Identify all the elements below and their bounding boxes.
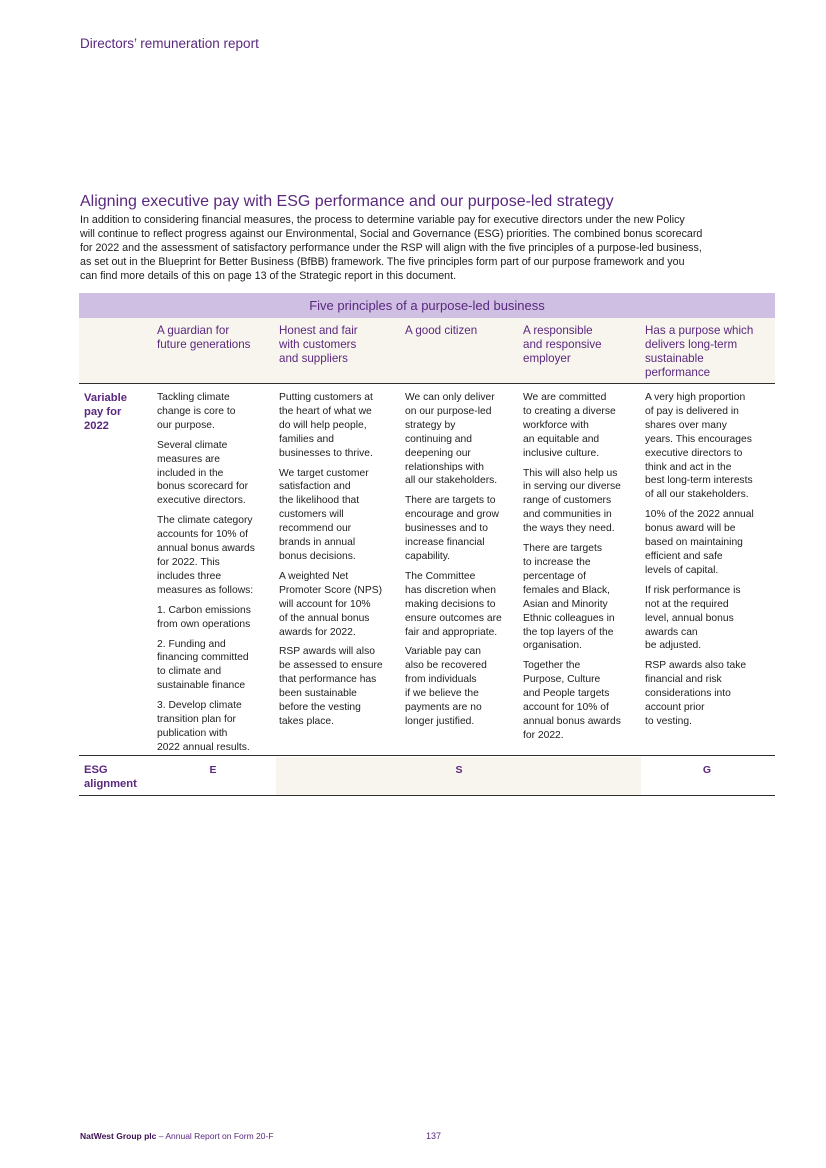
cell-line: also be recovered <box>405 660 487 672</box>
principle-heading-employer <box>523 324 602 366</box>
cell-line: takes place. <box>279 715 334 727</box>
footer-document: Annual Report on Form 20-F <box>165 1131 274 1141</box>
cell-line: annual bonus awards <box>523 715 621 727</box>
cell-paragraph <box>279 570 383 640</box>
page-number: 137 <box>426 1131 442 1141</box>
label-line: ESG <box>84 764 108 776</box>
cell-line: publication with <box>157 727 228 739</box>
cell-line: range of customers <box>523 495 612 507</box>
cell-line: in serving our diverse <box>523 481 621 493</box>
label-line: pay for <box>84 406 122 418</box>
cell-line: years. This encourages <box>645 433 752 445</box>
cell-guardian <box>157 391 255 761</box>
cell-line: Together the <box>523 660 581 672</box>
principles-banner: Five principles of a purpose-led business <box>79 293 775 318</box>
cell-line: bonus decisions. <box>279 550 356 562</box>
cell-citizen <box>405 391 502 735</box>
cell-line: 1. Carbon emissions <box>157 604 251 616</box>
cell-line: of all our stakeholders. <box>645 489 749 501</box>
cell-line: If risk performance is <box>645 584 741 596</box>
cell-line: We are committed <box>523 392 607 403</box>
intro-line: for 2022 and the assessment of satisfactory performance under the RSP will align with the five principles of a purpose-led business, <box>80 241 702 254</box>
esg-social: S <box>455 764 463 776</box>
heading-line: A good citizen <box>405 324 478 337</box>
cell-line: our purpose. <box>157 419 215 431</box>
cell-line: brands in annual <box>279 537 356 549</box>
cell-line: the heart of what we <box>279 405 372 417</box>
cell-line: Asian and Minority <box>523 598 608 610</box>
cell-line: and communities in <box>523 509 612 521</box>
label-line: alignment <box>84 778 137 790</box>
cell-paragraph <box>405 494 502 564</box>
cell-line: before the vesting <box>279 702 361 714</box>
cell-line: RSP awards also take <box>645 660 747 672</box>
cell-line: based on maintaining <box>645 537 743 549</box>
cell-line: of the annual bonus <box>279 612 370 624</box>
principle-heading-citizen <box>405 324 477 338</box>
cell-line: do will help people, <box>279 419 367 431</box>
heading-line: and suppliers <box>279 352 348 365</box>
cell-paragraph <box>645 508 754 578</box>
cell-paragraph <box>279 645 383 728</box>
esg-governance: G <box>702 764 712 776</box>
cell-line: Variable pay can <box>405 646 481 658</box>
principle-heading-guardian <box>157 324 250 352</box>
cell-line: be assessed to ensure <box>279 660 383 672</box>
intro-paragraph <box>80 214 774 284</box>
page-heading: Aligning executive pay with ESG performance and our purpose-led strategy <box>80 193 614 210</box>
cell-line: percentage of <box>523 570 586 582</box>
heading-line: A guardian for <box>157 324 230 337</box>
cell-line: be adjusted. <box>645 640 702 652</box>
cell-line: to climate and <box>157 666 222 678</box>
cell-line: longer justified. <box>405 715 475 727</box>
cell-line: relationships with <box>405 461 484 473</box>
cell-line: the ways they need. <box>523 523 615 535</box>
cell-purpose <box>645 391 754 735</box>
intro-line: as set out in the Blueprint for Better Business (BfBB) framework. The five principles form part of our purpose framework and you <box>80 255 685 268</box>
cell-line: of pay is delivered in <box>645 405 739 417</box>
intro-line: In addition to considering financial measures, the process to determine variable pay for executive directors under the new Policy <box>80 214 685 226</box>
cell-line: We target customer <box>279 467 369 479</box>
cell-line: shares over many <box>645 419 727 431</box>
cell-line: not at the required <box>645 598 729 610</box>
cell-line: bonus award will be <box>645 523 736 535</box>
cell-line: There are targets to <box>405 495 496 507</box>
cell-paragraph <box>279 467 383 564</box>
cell-paragraph <box>157 391 255 433</box>
cell-line: 2. Funding and <box>157 638 226 650</box>
cell-line: included in the <box>157 467 224 479</box>
heading-line: sustainable <box>645 352 704 365</box>
cell-line: There are targets <box>523 543 602 555</box>
cell-line: efficient and safe <box>645 550 723 562</box>
heading-line: Honest and fair <box>279 324 358 337</box>
cell-line: executive directors to <box>645 447 743 459</box>
cell-paragraph <box>523 391 621 461</box>
cell-line: capability. <box>405 550 451 562</box>
cell-paragraph <box>523 467 621 537</box>
heading-line: employer <box>523 352 571 365</box>
cell-line: Several climate <box>157 439 228 451</box>
cell-line: 3. Develop climate <box>157 700 242 712</box>
footer <box>80 1131 274 1141</box>
cell-line: considerations into <box>645 688 731 700</box>
cell-line: to vesting. <box>645 715 692 727</box>
cell-line: measures as follows: <box>157 584 254 596</box>
cell-line: The Committee <box>405 570 476 582</box>
cell-line: recommend our <box>279 523 352 535</box>
cell-line: encourage and grow <box>405 509 499 521</box>
esg-alignment-row <box>79 757 775 796</box>
principles-header-row <box>79 318 775 384</box>
cell-line: measures are <box>157 453 220 465</box>
heading-line: performance <box>645 366 711 379</box>
cell-line: has discretion when <box>405 584 497 596</box>
cell-paragraph <box>157 638 255 694</box>
principle-heading-honest <box>279 324 358 366</box>
label-line: Variable <box>84 392 127 404</box>
cell-paragraph <box>157 699 255 755</box>
cell-line: Purpose, Culture <box>523 674 601 686</box>
heading-line: with customers <box>279 338 357 351</box>
cell-line: females and Black, <box>523 584 610 596</box>
cell-line: awards can <box>645 626 698 638</box>
cell-line: workforce with <box>523 419 589 431</box>
cell-line: A weighted Net <box>279 570 349 582</box>
heading-line: A responsible <box>523 324 593 337</box>
cell-line: RSP awards will also <box>279 646 375 658</box>
cell-line: transition plan for <box>157 714 236 726</box>
cell-line: on our purpose-led <box>405 405 492 417</box>
cell-paragraph <box>645 391 754 502</box>
cell-line: from own operations <box>157 618 251 630</box>
variable-pay-label <box>84 391 127 433</box>
cell-line: businesses and to <box>405 523 489 535</box>
cell-line: The climate category <box>157 515 253 527</box>
cell-honest <box>279 391 383 735</box>
cell-line: accounts for 10% of <box>157 529 249 541</box>
heading-line: future generations <box>157 338 251 351</box>
label-line: 2022 <box>84 420 109 432</box>
intro-line: will continue to reflect progress against our Environmental, Social and Governance (ESG) priorities. The combined bonus scorecard <box>80 227 703 240</box>
cell-line: making decisions to <box>405 598 496 610</box>
cell-line: strategy by <box>405 419 456 431</box>
cell-line: 10% of the 2022 annual <box>645 509 754 521</box>
cell-line: from individuals <box>405 674 477 686</box>
cell-line: if we believe the <box>405 688 479 700</box>
footer-brand: NatWest Group plc <box>80 1131 157 1141</box>
cell-line: and People targets <box>523 688 610 700</box>
esg-environmental: E <box>209 764 217 776</box>
cell-line: This will also help us <box>523 467 618 479</box>
cell-line: financial and risk <box>645 674 722 686</box>
cell-line: Putting customers at <box>279 392 373 403</box>
cell-line: executive directors. <box>157 495 246 507</box>
cell-line: account prior <box>645 702 705 714</box>
intro-line: can find more details of this on page 13 of the Strategic report in this document. <box>80 269 457 282</box>
cell-line: fair and appropriate. <box>405 626 498 638</box>
cell-paragraph <box>157 604 255 632</box>
cell-employer <box>523 391 621 749</box>
cell-line: an equitable and <box>523 433 600 445</box>
cell-line: continuing and <box>405 433 472 445</box>
heading-line: Has a purpose which <box>645 324 754 337</box>
social-band <box>276 757 641 795</box>
cell-line: organisation. <box>523 640 582 652</box>
cell-line: annual bonus awards <box>157 543 255 555</box>
cell-paragraph <box>645 584 754 654</box>
cell-paragraph <box>405 570 502 640</box>
cell-line: been sustainable <box>279 688 357 700</box>
cell-line: that performance has <box>279 674 377 686</box>
cell-line: for 2022. <box>523 729 564 741</box>
heading-line: delivers long-term <box>645 338 738 351</box>
cell-line: level, annual bonus <box>645 612 734 624</box>
cell-line: the top layers of the <box>523 626 614 638</box>
cell-paragraph <box>523 542 621 653</box>
cell-line: Tackling climate <box>157 392 230 403</box>
cell-line: change is core to <box>157 405 236 417</box>
cell-line: think and act in the <box>645 461 732 473</box>
cell-line: deepening our <box>405 447 471 459</box>
cell-line: to increase the <box>523 556 591 568</box>
cell-line: best long-term interests <box>645 475 753 487</box>
cell-line: increase financial <box>405 537 485 549</box>
cell-paragraph <box>157 439 255 509</box>
section-header: Directors’ remuneration report <box>80 36 259 51</box>
cell-line: We can only deliver <box>405 392 495 403</box>
cell-line: to creating a diverse <box>523 405 616 417</box>
cell-line: awards for 2022. <box>279 626 356 638</box>
cell-line: bonus scorecard for <box>157 481 249 493</box>
cell-paragraph <box>405 391 502 488</box>
cell-line: Promoter Score (NPS) <box>279 584 382 596</box>
cell-line: families and <box>279 433 334 445</box>
cell-line: all our stakeholders. <box>405 475 498 487</box>
cell-line: inclusive culture. <box>523 447 600 459</box>
footer-separator: – <box>156 1131 166 1141</box>
cell-paragraph <box>279 391 383 461</box>
cell-paragraph <box>157 514 255 597</box>
cell-line: includes three <box>157 570 222 582</box>
cell-line: businesses to thrive. <box>279 447 373 459</box>
cell-line: customers will <box>279 509 344 521</box>
cell-line: payments are no <box>405 702 482 714</box>
cell-line: the likelihood that <box>279 495 360 507</box>
cell-paragraph <box>645 659 754 729</box>
cell-line: satisfaction and <box>279 481 351 493</box>
cell-line: levels of capital. <box>645 564 719 576</box>
cell-paragraph <box>523 659 621 742</box>
variable-pay-row <box>79 385 775 756</box>
cell-line: ensure outcomes are <box>405 612 502 624</box>
cell-line: financing committed <box>157 652 249 664</box>
cell-line: sustainable finance <box>157 680 246 692</box>
cell-line: account for 10% of <box>523 702 609 714</box>
cell-line: 2022 annual results. <box>157 741 250 753</box>
principle-heading-purpose <box>645 324 753 380</box>
heading-line: and responsive <box>523 338 602 351</box>
cell-line: Ethnic colleagues in <box>523 612 615 624</box>
esg-alignment-label <box>84 763 137 791</box>
cell-paragraph <box>405 645 502 728</box>
cell-line: A very high proportion <box>645 392 746 403</box>
cell-line: for 2022. This <box>157 556 220 568</box>
cell-line: will account for 10% <box>279 598 371 610</box>
